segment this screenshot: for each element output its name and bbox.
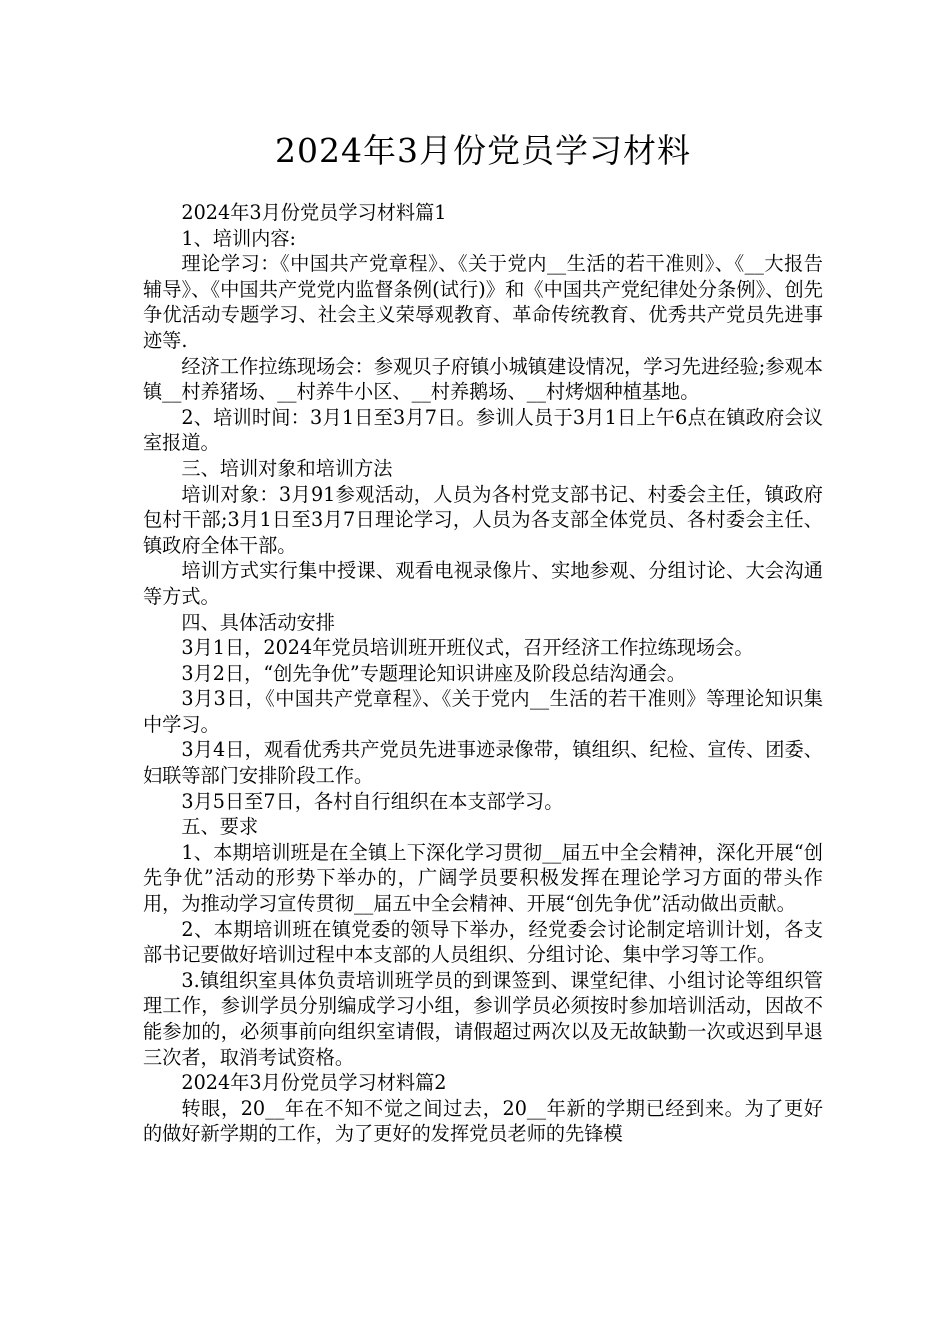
document-body [143,200,823,1147]
paragraph-schedule-day-5-7: 3月5日至7日，各村自行组织在本支部学习。 [181,789,564,813]
paragraph-new-semester: 转眼，20__年在不知不觉之间过去，20__年新的学期已经到来。为了更好的做好新学期的工作，为了更好的发挥党员老师的先锋模 [143,1096,823,1146]
paragraph-training-time: 2、培训时间：3月1日至3月7日。参训人员于3月1日上午6点在镇政府会议室报道。 [143,405,823,455]
paragraph-requirement-3: 3.镇组织室具体负责培训班学员的到课签到、课堂纪律、小组讨论等组织管理工作，参训学员分别编成学习小组，参训学员必须按时参加培训活动，因故不能参加的，必须事前向组织室请假，请假超过两次以及无故缺勤一次或迟到早退三次者，取消考试资格。 [143,968,823,1069]
paragraph-training-targets: 培训对象：3月91参观活动，人员为各村党支部书记、村委会主任，镇政府包村干部;3月1日至3月7日理论学习，人员为各支部全体党员、各村委会主任、镇政府全体干部。 [143,482,823,557]
paragraph-training-methods: 培训方式实行集中授课、观看电视录像片、实地参观、分组讨论、大会沟通等方式。 [143,559,823,608]
paragraph-requirement-1: 1、本期培训班是在全镇上下深化学习贯彻__届五中全会精神，深化开展“创先争优”活动的形势下举办的，广阔学员要积极发挥在理论学习方面的带头作用，为推动学习宣传贯彻__届五中全会精神、开展“创先争优”活动做出贡献。 [143,840,823,916]
document-page [143,128,823,1147]
paragraph-schedule-day-4: 3月4日，观看优秀共产党员先进事迹录像带，镇组织、纪检、宣传、团委、妇联等部门安排阶段工作。 [143,738,823,788]
paragraph-heading-targets-methods: 三、培训对象和培训方法 [181,456,393,480]
paragraph-section-heading-1: 2024年3月份党员学习材料篇1 [181,201,447,224]
paragraph-schedule-day-3: 3月3日，《中国共产党章程》、《关于党内__生活的若干准则》等理论知识集中学习。 [143,687,823,736]
paragraph-schedule-day-2: 3月2日，“创先争优”专题理论知识讲座及阶段总结沟通会。 [181,661,686,685]
paragraph-heading-requirements: 五、要求 [181,815,259,839]
paragraph-requirement-2: 2、本期培训班在镇党委的领导下举办，经党委会讨论制定培训计划，各支部书记要做好培训过程中本支部的人员组织、分组讨论、集中学习等工作。 [143,917,823,967]
paragraph-heading-schedule: 四、具体活动安排 [181,610,335,634]
paragraph-theory-study: 理论学习：《中国共产党章程》、《关于党内__生活的若干准则》、《__大报告辅导》、《中国共产党党内监督条例(试行)》和《中国共产党纪律处分条例》、创先争优活动专题学习、社会主义荣辱观教育、革命传统教育、优秀共产党员先进事迹等. [143,252,823,352]
paragraph-section-heading-2: 2024年3月份党员学习材料篇2 [181,1071,447,1095]
document-title: 2024年3月份党员学习材料 [275,131,691,170]
paragraph-training-content-heading: 1、培训内容: [181,226,297,250]
paragraph-economic-site-meeting: 经济工作拉练现场会：参观贝子府镇小城镇建设情况，学习先进经验;参观本镇__村养猪场、__村养牛小区、__村养鹅场、__村烤烟种植基地。 [143,354,823,404]
paragraph-schedule-day-1: 3月1日，2024年党员培训班开班仪式，召开经济工作拉练现场会。 [181,636,754,660]
